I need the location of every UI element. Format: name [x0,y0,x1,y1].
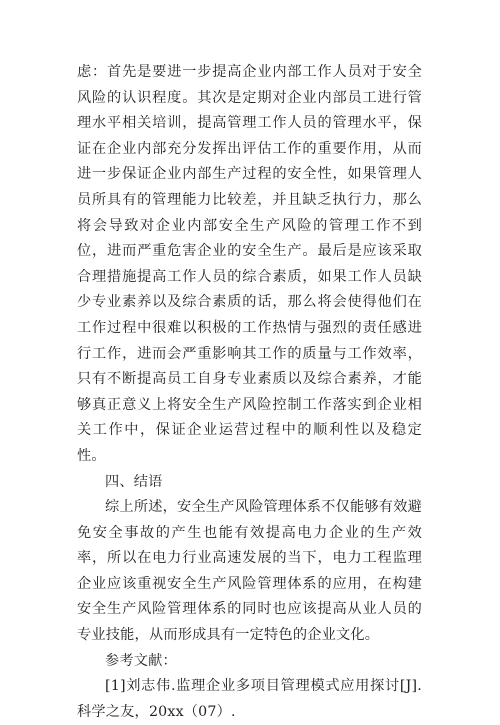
body-paragraph-conclusion: 综上所述，安全生产风险管理体系不仅能够有效避免安全事故的产生也能有效提高电力企业的生产效率，所以在电力行业高速发展的当下，电力工程监理企业应该重视安全生产风险管理体系的应用，在构建安全生产风险管理体系的同时也应该提高从业人员的专业技能，从而形成具有一定特色的企业文化。 [77,499,422,644]
references-label: 参考文献： [105,652,177,669]
reference-item-1: [1]刘志伟.监理企业多项目管理模式应用探讨[J].科学之友，20xx（07）. [77,678,422,720]
document-body [77,60,422,725]
body-paragraph-risk-measures: 虑：首先是要进一步提高企业内部工作人员对于安全风险的认识程度。其次是定期对企业内部员工进行管理水平相关培训，提高管理工作人员的管理水平，保证在企业内部充分发挥出评估工作的重要作用，从而进一步保证企业内部生产过程的安全性，如果管理人员所具有的管理能力比较差，并且缺乏执行力，那么将会导致对企业内部安全生产风险的管理工作不到位，进而严重危害企业的安全生产。最后是应该采取合理措施提高工作人员的综合素质，如果工作人员缺少专业素养以及综合素质的话，那么将会使得他们在工作过程中很难以积极的工作热情与强烈的责任感进行工作，进而会严重影响其工作的质量与工作效率，只有不断提高员工自身专业素质以及综合素养，才能够真正意义上将安全生产风险控制工作落实到企业相关工作中，保证企业运营过程中的顺利性以及稳定性。 [77,64,422,464]
section-heading-conclusion: 四、结语 [105,473,163,490]
